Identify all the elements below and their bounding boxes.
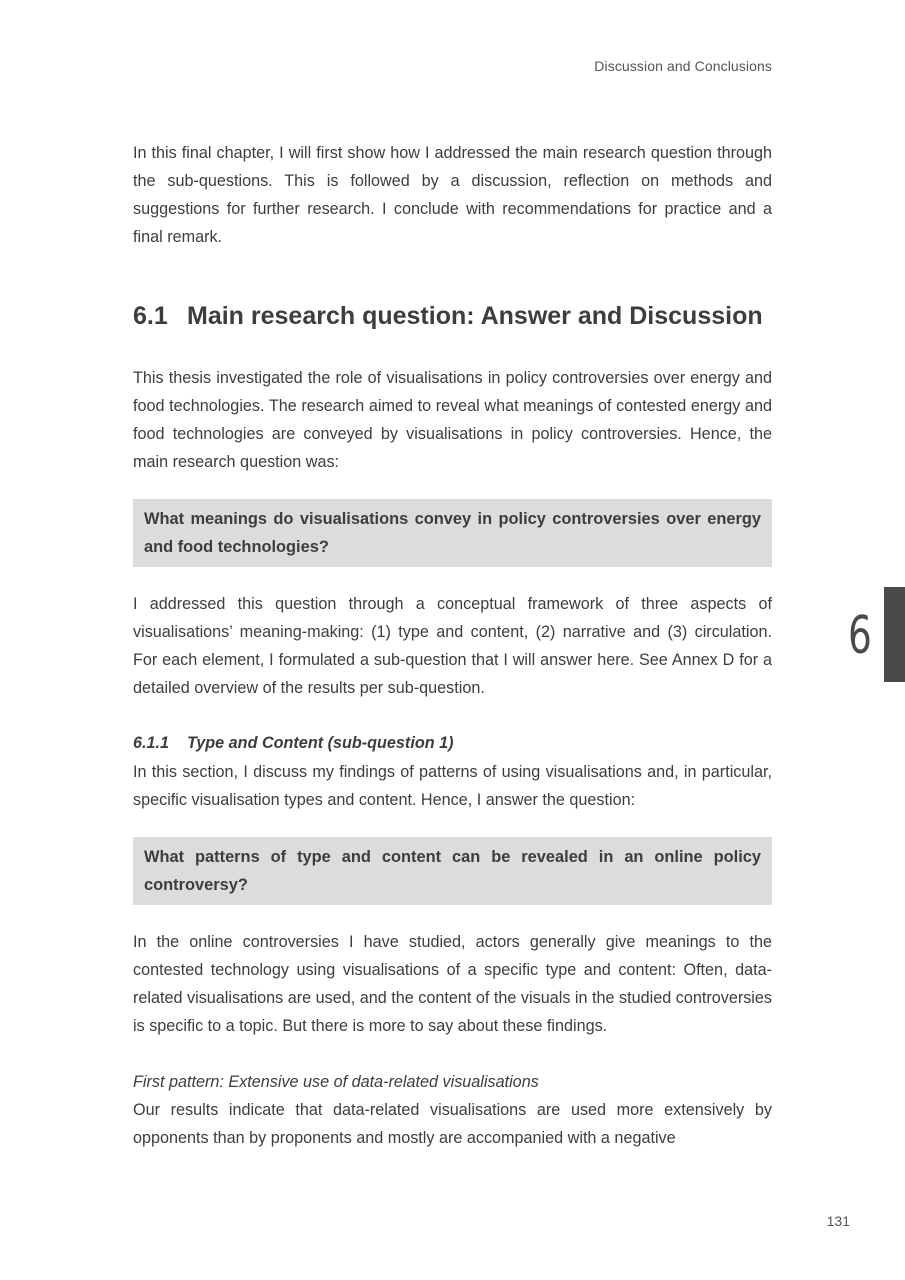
- sub-question-1-box: What patterns of type and content can be revealed in an online policy controversy?: [133, 837, 772, 905]
- main-research-question-box: What meanings do visualisations convey in policy controversies over energy and food technologies?: [133, 499, 772, 567]
- section-6-1-paragraph-1: This thesis investigated the role of visualisations in policy controversies over energy and food technologies. The research aimed to reveal what meanings of contested energy and food technologies are conveyed by visualisations in policy controversies. Hence, the main research question was:: [133, 369, 772, 471]
- running-head: Discussion and Conclusions: [594, 58, 772, 74]
- chapter-tab: [884, 587, 905, 682]
- section-6-1-1-paragraph-3: Our results indicate that data-related visualisations are used more extensively by opponents than by proponents and mostly are accompanied with a negative: [133, 1101, 772, 1147]
- subsection-title: Type and Content (sub-question 1): [187, 734, 454, 752]
- section-6-1-1-paragraph-2: In the online controversies I have studied, actors generally give meanings to the contested technology using visualisations of a specific type and content: Often, data-related visualisations are used, and the content of the visuals in the studied controversies is specific to a topic. But there is more to say about these findings.: [133, 933, 772, 1035]
- chapter-number: 6: [848, 606, 872, 666]
- page-number: 131: [826, 1213, 850, 1229]
- section-6-1-1-paragraph-1: In this section, I discuss my findings of patterns of using visualisations and, in particular, specific visualisation types and content. Hence, I answer the question:: [133, 763, 772, 809]
- subsection-number: 6.1.1: [133, 734, 170, 752]
- subsection-heading-6-1-1: [133, 729, 772, 757]
- section-6-1-paragraph-2: I addressed this question through a conceptual framework of three aspects of visualisations’ meaning-making: (1) type and content, (2) narrative and (3) circulation. For each element, I formulated a sub-question that I will answer here. See Annex D for a detailed overview of the results per sub-question.: [133, 595, 772, 697]
- section-title: Main research question: Answer and Discussion: [187, 302, 763, 330]
- intro-paragraph: In this final chapter, I will first show how I addressed the main research question through the sub-questions. This is followed by a discussion, reflection on methods and suggestions for further research. I conclude with recommendations for practice and a final remark.: [133, 144, 772, 246]
- first-pattern-heading: First pattern: Extensive use of data-related visualisations: [133, 1073, 539, 1091]
- section-number: 6.1: [133, 302, 168, 330]
- section-heading-6-1: [133, 302, 763, 331]
